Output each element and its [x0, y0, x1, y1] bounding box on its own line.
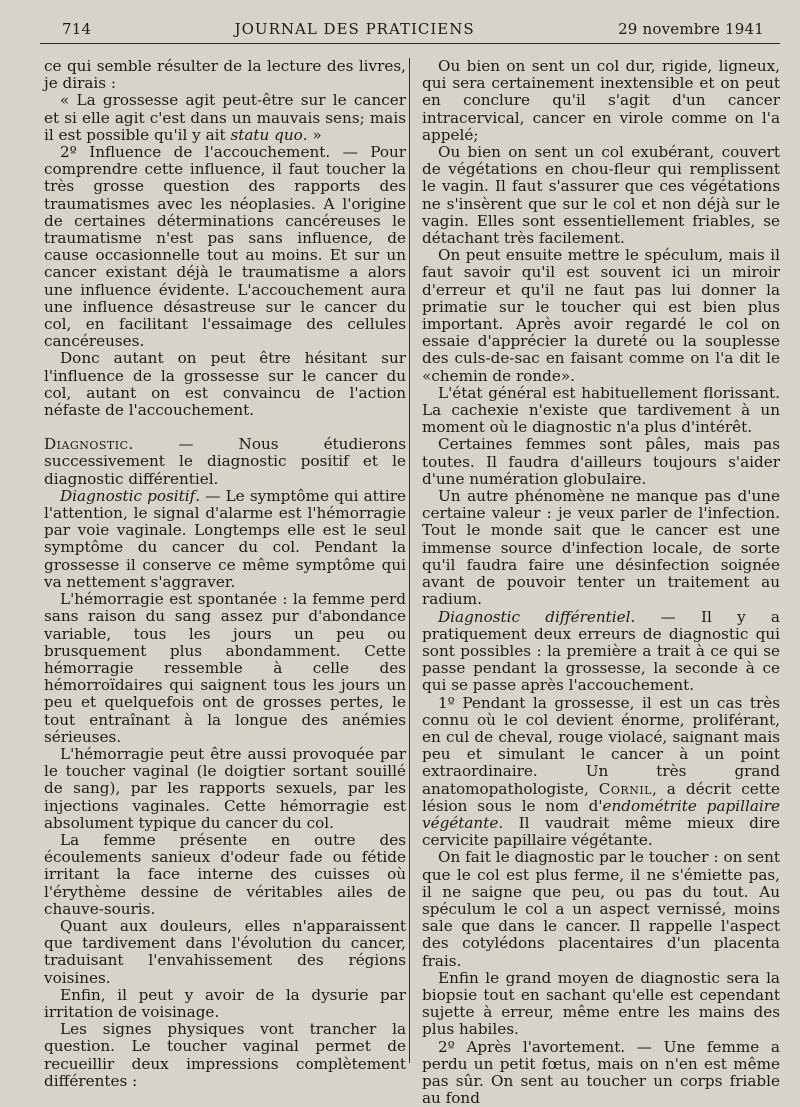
- paragraph: 2º Influence de l'accouchement. — Pour comprendre cette influence, il faut toucher la très grosse question des rapports des traumatismes avec les néoplasies. A l'origine de certaines déterminations cancéreuses le traumatisme n'est pas sans influence, de cause occasionnelle tout au moins. Et sur un cancer existant déjà le traumatisme a alors une influence évidente. L'accouchement aura une influence désastreuse sur le cancer du col, en facilitant l'essaimage des cellules cancéreuses.: [44, 143, 406, 351]
- paragraph: L'état général est habituellement florissant. La cachexie n'existe que tardivement à un moment où le diagnostic n'a plus d'intérêt.: [422, 383, 780, 437]
- paragraph: Enfin le grand moyen de diagnostic sera la biopsie tout en sachant qu'elle est cependant sujette à erreur, même entre les mains des plus habiles.: [422, 968, 780, 1039]
- subsection-heading: Diagnostic différentiel: [438, 607, 631, 626]
- section-heading: Diagnostic: [44, 435, 129, 454]
- paragraph: L'hémorragie est spontanée : la femme perd sans raison du sang assez pur d'abondance variable, tous les jours un peu ou brusquement plus abondamment. Cette hémorragie ressemble à celle des hémorroïdaires qui saignent tous les jours un peu et quelquefois ont de grosses pertes, le tout entraînant à la longue des anémies sérieuses.: [44, 590, 406, 746]
- paragraph: Quant aux douleurs, elles n'apparaissent que tardivement dans l'évolution du cancer, traduisant l'envahissement des régions voisines.: [44, 916, 406, 987]
- paragraph: Les signes physiques vont trancher la question. Le toucher vaginal permet de recueillir deux impressions complètement différentes :: [44, 1020, 406, 1090]
- paragraph: Un autre phénomène ne manque pas d'une certaine valeur : je veux parler de l'infection. Tout le monde sait que le cancer est une immense source d'infection locale, de sorte qu'il faudra faire une désinfection soignée avant de pouvoir tenter un traitement au radium.: [422, 487, 780, 609]
- text-run: . — Le symptôme qui attire l'attention, le signal d'alarme est l'hémorragie par voie vaginale. Longtemps elle est le seul symptôme du cancer du col. Pendant la grossesse il conserve ce même symptôme qui va nettement s'aggraver.: [44, 486, 406, 591]
- text-run: « La grossesse agit peut-être sur le cancer et si elle agit c'est dans un mauvais sens; mais il est possible qu'il y ait: [44, 91, 406, 144]
- paragraph: [422, 609, 780, 695]
- paragraph: On peut ensuite mettre le spéculum, mais il faut savoir qu'il est souvent ici un miroir d'erreur et qu'il ne faut pas lui donner la primatie sur le toucher qui est bien plus important. Après avoir regardé le col on essaie d'apprécier la dureté ou la souplesse des culs-de-sac en faisant comme on l'a dit le «chemin de ronde».: [422, 246, 780, 385]
- paragraph: [44, 488, 406, 591]
- left-column: [44, 57, 406, 1090]
- text-run: 1º Pendant la grossesse, il est un cas très connu où le col devient énorme, proliférant, en cul de cheval, rouge violacé, saignant mais peu et simulant le cancer à un point extraordinaire. Un très grand anatomopathologiste,: [422, 693, 780, 798]
- paragraph: Enfin, il peut y avoir de la dysurie par irritation de voisinage.: [44, 985, 406, 1021]
- paragraph: Ou bien on sent un col exubérant, couvert de végétations en chou-fleur qui remplissent le vagin. Il faut s'assurer que ces végétations ne s'insèrent que sur le col et non déjà sur le vagin. Elles sont essentiellement friables, se détachant très facilement.: [422, 143, 780, 248]
- italic-text: statu quo: [230, 125, 303, 144]
- paragraph: La femme présente en outre des écoulements sanieux d'odeur fade ou fétide irritant la face interne des cuisses où l'érythème dessine de véritables ailes de chauve-souris.: [44, 830, 406, 918]
- paragraph: ce qui semble résulter de la lecture des livres, je dirais :: [44, 57, 406, 93]
- paragraph: On fait le diagnostic par le toucher : on sent que le col est plus ferme, il ne s'émiette pas, il ne saigne que peu, ou pas du tout. Au spéculum le col a un aspect vernissé, moins sale que dans le cancer. Il rappelle l'aspect des cotylédons placentaires d'un placenta frais.: [422, 848, 780, 970]
- page-number: 714: [62, 20, 92, 38]
- journal-title: JOURNAL DES PRATICIENS: [234, 20, 475, 38]
- paragraph: L'hémorragie peut être aussi provoquée par le toucher vaginal (le doigtier sortant souillé de sang), par les rapports sexuels, par les injections vaginales. Cette hémorragie est absolument typique du cancer du col.: [44, 744, 406, 832]
- paragraph: Donc autant on peut être hésitant sur l'influence de la grossesse sur le cancer du col, autant on est convaincu de l'action néfaste de l'accouchement.: [44, 349, 406, 420]
- author-name: Cornil: [598, 779, 652, 798]
- text-run: . »: [302, 125, 322, 144]
- paragraph: Ou bien on sent un col dur, rigide, ligneux, qui sera certainement inextensible et on peut en conclure qu'il s'agit d'un cancer intracervical, cancer en virole comme on l'a appelé;: [422, 57, 780, 144]
- text-run: . — Nous étudierons successivement le diagnostic positif et le diagnostic différentiel.: [44, 435, 406, 488]
- section-diagnostic: [44, 436, 406, 488]
- header-rule: [40, 43, 780, 44]
- text-run: . — Il y a pratiquement deux erreurs de diagnostic qui sont possibles : la première a trait à ce qui se passe pendant la grossesse, la seconde à ce qui se passe après l'accouchement.: [422, 607, 780, 695]
- issue-date: 29 novembre 1941: [618, 20, 764, 38]
- right-column: [422, 57, 780, 1107]
- paragraph: [422, 695, 780, 850]
- text-run: . Il vaudrait même mieux dire cervicite papillaire végétante.: [422, 813, 780, 850]
- italic-text: endométrite papillaire végétante: [422, 796, 780, 832]
- paragraph: [44, 92, 406, 144]
- text-run: , a décrit cette lésion sous le nom d': [422, 779, 780, 815]
- paragraph: Certaines femmes sont pâles, mais pas toutes. Il faudra d'ailleurs toujours s'aider d'une numération globulaire.: [422, 435, 780, 488]
- column-divider: [409, 58, 410, 1063]
- subsection-heading: Diagnostic positif: [60, 486, 196, 505]
- running-header: [62, 18, 764, 40]
- paragraph: 2º Après l'avortement. — Une femme a perdu un petit fœtus, mais on n'en est même pas sûr. On sent au toucher un corps friable au fond: [422, 1037, 780, 1107]
